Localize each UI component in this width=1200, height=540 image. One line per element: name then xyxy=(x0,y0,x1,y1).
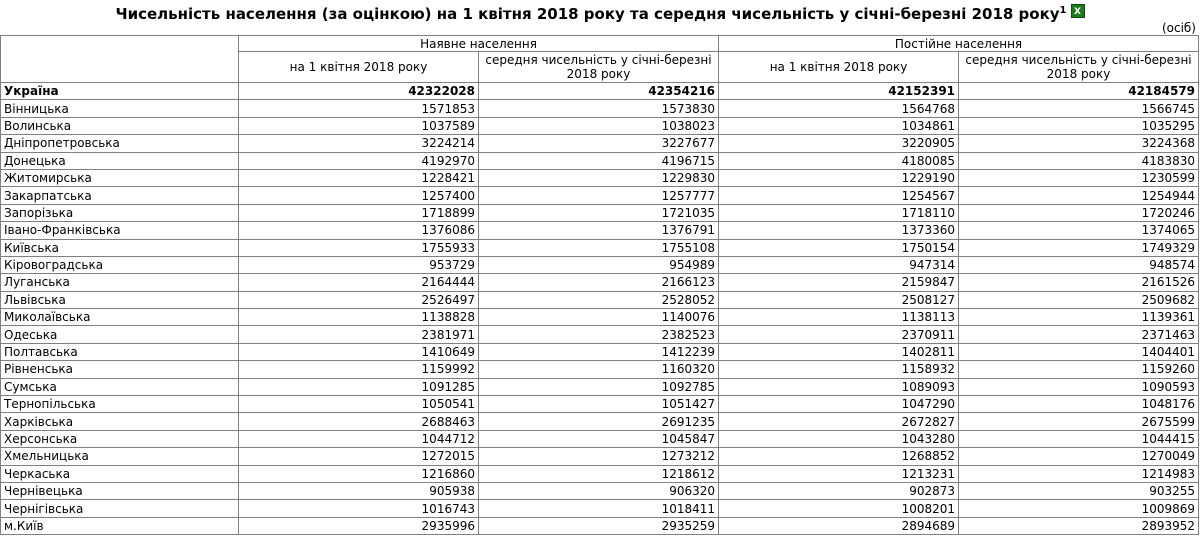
table-row xyxy=(1,169,1199,186)
value-cell: 1228421 xyxy=(239,169,479,186)
region-name-cell: Україна xyxy=(1,83,239,100)
value-cell: 1564768 xyxy=(719,100,959,117)
value-cell: 1047290 xyxy=(719,396,959,413)
region-name-cell: Донецька xyxy=(1,152,239,169)
value-cell: 903255 xyxy=(959,482,1199,499)
region-name-cell: Кіровоградська xyxy=(1,256,239,273)
value-cell: 2528052 xyxy=(479,291,719,308)
value-cell: 2166123 xyxy=(479,274,719,291)
value-cell: 1254567 xyxy=(719,187,959,204)
value-cell: 1018411 xyxy=(479,500,719,517)
region-name-cell: Львівська xyxy=(1,291,239,308)
title-text: Чисельність населення (за оцінкою) на 1 квітня 2018 року та середня чисельність у січні-березні 2018 року xyxy=(115,5,1060,23)
region-name-cell: Запорізька xyxy=(1,204,239,221)
value-cell: 2382523 xyxy=(479,326,719,343)
value-cell: 3227677 xyxy=(479,135,719,152)
value-cell: 1270049 xyxy=(959,448,1199,465)
table-row xyxy=(1,361,1199,378)
value-cell: 1008201 xyxy=(719,500,959,517)
value-cell: 1038023 xyxy=(479,117,719,134)
value-cell: 1218612 xyxy=(479,465,719,482)
value-cell: 1037589 xyxy=(239,117,479,134)
region-name-cell: Дніпропетровська xyxy=(1,135,239,152)
table-row xyxy=(1,465,1199,482)
table-row xyxy=(1,517,1199,534)
value-cell: 1051427 xyxy=(479,396,719,413)
table-row xyxy=(1,152,1199,169)
value-cell: 3224368 xyxy=(959,135,1199,152)
table-row xyxy=(1,430,1199,447)
region-name-cell: Херсонська xyxy=(1,430,239,447)
value-cell: 2672827 xyxy=(719,413,959,430)
value-cell: 42152391 xyxy=(719,83,959,100)
value-cell: 42354216 xyxy=(479,83,719,100)
region-name-cell: Харківська xyxy=(1,413,239,430)
value-cell: 1044712 xyxy=(239,430,479,447)
value-cell: 1045847 xyxy=(479,430,719,447)
population-table xyxy=(0,35,1199,535)
value-cell: 1229830 xyxy=(479,169,719,186)
value-cell: 1749329 xyxy=(959,239,1199,256)
value-cell: 1035295 xyxy=(959,117,1199,134)
value-cell: 1718110 xyxy=(719,204,959,221)
column-header: на 1 квітня 2018 року xyxy=(719,52,959,83)
table-row xyxy=(1,135,1199,152)
region-name-cell: Київська xyxy=(1,239,239,256)
value-cell: 1410649 xyxy=(239,343,479,360)
value-cell: 2935996 xyxy=(239,517,479,534)
region-name-cell: Сумська xyxy=(1,378,239,395)
value-cell: 1402811 xyxy=(719,343,959,360)
column-header: середня чисельність у січні-березні 2018 року xyxy=(959,52,1199,83)
value-cell: 1720246 xyxy=(959,204,1199,221)
value-cell: 906320 xyxy=(479,482,719,499)
column-header: на 1 квітня 2018 року xyxy=(239,52,479,83)
value-cell: 1718899 xyxy=(239,204,479,221)
value-cell: 2381971 xyxy=(239,326,479,343)
value-cell: 1376791 xyxy=(479,222,719,239)
value-cell: 4183830 xyxy=(959,152,1199,169)
value-cell: 1048176 xyxy=(959,396,1199,413)
value-cell: 1412239 xyxy=(479,343,719,360)
value-cell: 2371463 xyxy=(959,326,1199,343)
value-cell: 1755933 xyxy=(239,239,479,256)
value-cell: 1755108 xyxy=(479,239,719,256)
column-header: середня чисельність у січні-березні 2018 року xyxy=(479,52,719,83)
value-cell: 3224214 xyxy=(239,135,479,152)
value-cell: 1160320 xyxy=(479,361,719,378)
table-row xyxy=(1,413,1199,430)
table-row xyxy=(1,222,1199,239)
value-cell: 2164444 xyxy=(239,274,479,291)
value-cell: 2688463 xyxy=(239,413,479,430)
value-cell: 2675599 xyxy=(959,413,1199,430)
table-row-total xyxy=(1,83,1199,100)
region-name-cell: Рівненська xyxy=(1,361,239,378)
value-cell: 1091285 xyxy=(239,378,479,395)
unit-label: (осіб) xyxy=(1161,21,1196,35)
table-row xyxy=(1,239,1199,256)
table-row xyxy=(1,117,1199,134)
excel-export-icon[interactable] xyxy=(1071,4,1085,18)
region-name-cell: Закарпатська xyxy=(1,187,239,204)
value-cell: 1404401 xyxy=(959,343,1199,360)
value-cell: 1229190 xyxy=(719,169,959,186)
value-cell: 1373360 xyxy=(719,222,959,239)
table-row xyxy=(1,291,1199,308)
value-cell: 948574 xyxy=(959,256,1199,273)
region-name-cell: Миколаївська xyxy=(1,309,239,326)
value-cell: 1009869 xyxy=(959,500,1199,517)
value-cell: 1257400 xyxy=(239,187,479,204)
table-row xyxy=(1,326,1199,343)
value-cell: 1138113 xyxy=(719,309,959,326)
value-cell: 1214983 xyxy=(959,465,1199,482)
region-name-cell: Хмельницька xyxy=(1,448,239,465)
value-cell: 1721035 xyxy=(479,204,719,221)
value-cell: 4180085 xyxy=(719,152,959,169)
value-cell: 3220905 xyxy=(719,135,959,152)
region-name-cell: Вінницька xyxy=(1,100,239,117)
value-cell: 4196715 xyxy=(479,152,719,169)
region-name-cell: м.Київ xyxy=(1,517,239,534)
region-name-cell: Житомирська xyxy=(1,169,239,186)
table-row xyxy=(1,204,1199,221)
value-cell: 1140076 xyxy=(479,309,719,326)
value-cell: 1273212 xyxy=(479,448,719,465)
value-cell: 1573830 xyxy=(479,100,719,117)
region-header-cell xyxy=(1,36,239,83)
value-cell: 1043280 xyxy=(719,430,959,447)
region-name-cell: Івано-Франківська xyxy=(1,222,239,239)
value-cell: 4192970 xyxy=(239,152,479,169)
table-row xyxy=(1,482,1199,499)
group-header-present: Наявне населення xyxy=(239,36,719,52)
value-cell: 2159847 xyxy=(719,274,959,291)
value-cell: 1092785 xyxy=(479,378,719,395)
value-cell: 1016743 xyxy=(239,500,479,517)
table-row xyxy=(1,309,1199,326)
page-title xyxy=(0,2,1200,23)
table-row xyxy=(1,448,1199,465)
value-cell: 1158932 xyxy=(719,361,959,378)
table-row xyxy=(1,378,1199,395)
table-row xyxy=(1,396,1199,413)
value-cell: 2894689 xyxy=(719,517,959,534)
value-cell: 902873 xyxy=(719,482,959,499)
region-name-cell: Полтавська xyxy=(1,343,239,360)
region-name-cell: Одеська xyxy=(1,326,239,343)
table-row xyxy=(1,274,1199,291)
value-cell: 947314 xyxy=(719,256,959,273)
value-cell: 905938 xyxy=(239,482,479,499)
value-cell: 2508127 xyxy=(719,291,959,308)
value-cell: 1213231 xyxy=(719,465,959,482)
value-cell: 1044415 xyxy=(959,430,1199,447)
value-cell: 953729 xyxy=(239,256,479,273)
value-cell: 1034861 xyxy=(719,117,959,134)
value-cell: 1090593 xyxy=(959,378,1199,395)
value-cell: 2161526 xyxy=(959,274,1199,291)
value-cell: 42322028 xyxy=(239,83,479,100)
value-cell: 1268852 xyxy=(719,448,959,465)
table-body xyxy=(1,83,1199,535)
value-cell: 1257777 xyxy=(479,187,719,204)
table-row xyxy=(1,500,1199,517)
value-cell: 1230599 xyxy=(959,169,1199,186)
table-row xyxy=(1,256,1199,273)
region-name-cell: Чернігівська xyxy=(1,500,239,517)
value-cell: 954989 xyxy=(479,256,719,273)
region-name-cell: Волинська xyxy=(1,117,239,134)
group-header-permanent: Постійне населення xyxy=(719,36,1199,52)
value-cell: 1138828 xyxy=(239,309,479,326)
region-name-cell: Чернівецька xyxy=(1,482,239,499)
value-cell: 2370911 xyxy=(719,326,959,343)
value-cell: 1254944 xyxy=(959,187,1199,204)
value-cell: 1750154 xyxy=(719,239,959,256)
value-cell: 1571853 xyxy=(239,100,479,117)
value-cell: 1159992 xyxy=(239,361,479,378)
value-cell: 1566745 xyxy=(959,100,1199,117)
value-cell: 1139361 xyxy=(959,309,1199,326)
value-cell: 2509682 xyxy=(959,291,1199,308)
value-cell: 1159260 xyxy=(959,361,1199,378)
table-row xyxy=(1,100,1199,117)
value-cell: 1376086 xyxy=(239,222,479,239)
region-name-cell: Тернопільська xyxy=(1,396,239,413)
value-cell: 42184579 xyxy=(959,83,1199,100)
region-name-cell: Черкаська xyxy=(1,465,239,482)
value-cell: 1374065 xyxy=(959,222,1199,239)
region-name-cell: Луганська xyxy=(1,274,239,291)
value-cell: 2893952 xyxy=(959,517,1199,534)
value-cell: 2935259 xyxy=(479,517,719,534)
value-cell: 1050541 xyxy=(239,396,479,413)
value-cell: 1216860 xyxy=(239,465,479,482)
value-cell: 1272015 xyxy=(239,448,479,465)
title-footnote-marker: 1 xyxy=(1059,5,1067,16)
value-cell: 2526497 xyxy=(239,291,479,308)
value-cell: 2691235 xyxy=(479,413,719,430)
table-row xyxy=(1,187,1199,204)
table-row xyxy=(1,343,1199,360)
value-cell: 1089093 xyxy=(719,378,959,395)
